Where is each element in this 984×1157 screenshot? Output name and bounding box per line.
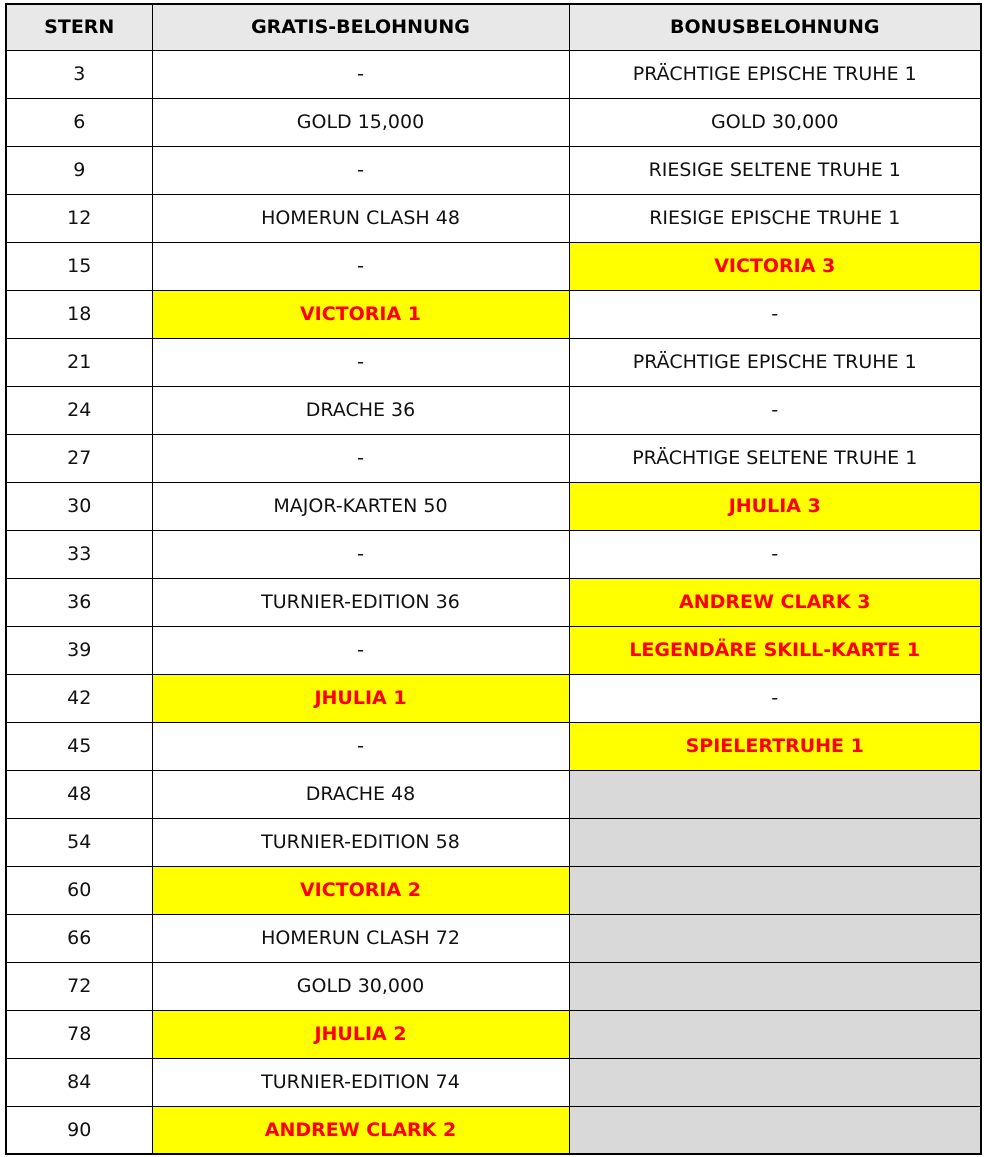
table-row — [6, 98, 981, 146]
star-cell: 39 — [6, 626, 152, 674]
reward-body — [6, 50, 981, 1154]
star-cell: 9 — [6, 146, 152, 194]
free-reward-cell: TURNIER-EDITION 36 — [152, 578, 569, 626]
free-reward-cell: GOLD 30,000 — [152, 962, 569, 1010]
bonus-reward-cell: SPIELERTRUHE 1 — [569, 722, 981, 770]
table-row — [6, 434, 981, 482]
free-reward-cell: - — [152, 722, 569, 770]
bonus-reward-empty-cell — [569, 818, 981, 866]
star-cell: 60 — [6, 866, 152, 914]
bonus-reward-cell: ANDREW CLARK 3 — [569, 578, 981, 626]
bonus-reward-cell: RIESIGE EPISCHE TRUHE 1 — [569, 194, 981, 242]
header-bonus-reward: BONUSBELOHNUNG — [569, 4, 981, 50]
table-row — [6, 962, 981, 1010]
table-row — [6, 674, 981, 722]
free-reward-cell: VICTORIA 1 — [152, 290, 569, 338]
star-cell: 66 — [6, 914, 152, 962]
free-reward-cell: JHULIA 2 — [152, 1010, 569, 1058]
table-row — [6, 722, 981, 770]
table-row — [6, 1106, 981, 1154]
free-reward-cell: HOMERUN CLASH 72 — [152, 914, 569, 962]
table-row — [6, 194, 981, 242]
bonus-reward-cell: JHULIA 3 — [569, 482, 981, 530]
star-cell: 36 — [6, 578, 152, 626]
table-row — [6, 482, 981, 530]
bonus-reward-cell: - — [569, 386, 981, 434]
free-reward-cell: - — [152, 338, 569, 386]
bonus-reward-cell: PRÄCHTIGE EPISCHE TRUHE 1 — [569, 338, 981, 386]
star-cell: 42 — [6, 674, 152, 722]
reward-table — [5, 3, 982, 1155]
free-reward-cell: TURNIER-EDITION 58 — [152, 818, 569, 866]
header-free-reward: GRATIS-BELOHNUNG — [152, 4, 569, 50]
table-row — [6, 290, 981, 338]
star-cell: 12 — [6, 194, 152, 242]
star-cell: 45 — [6, 722, 152, 770]
free-reward-cell: HOMERUN CLASH 48 — [152, 194, 569, 242]
table-row — [6, 242, 981, 290]
star-cell: 3 — [6, 50, 152, 98]
table-row — [6, 530, 981, 578]
free-reward-cell: - — [152, 242, 569, 290]
star-cell: 21 — [6, 338, 152, 386]
bonus-reward-cell: LEGENDÄRE SKILL-KARTE 1 — [569, 626, 981, 674]
table-row — [6, 338, 981, 386]
free-reward-cell: DRACHE 48 — [152, 770, 569, 818]
bonus-reward-cell: GOLD 30,000 — [569, 98, 981, 146]
bonus-reward-empty-cell — [569, 770, 981, 818]
header-row — [6, 4, 981, 50]
star-cell: 48 — [6, 770, 152, 818]
table-row — [6, 818, 981, 866]
free-reward-cell: ANDREW CLARK 2 — [152, 1106, 569, 1154]
bonus-reward-empty-cell — [569, 1010, 981, 1058]
star-cell: 54 — [6, 818, 152, 866]
table-row — [6, 578, 981, 626]
bonus-reward-empty-cell — [569, 1058, 981, 1106]
star-cell: 6 — [6, 98, 152, 146]
star-cell: 90 — [6, 1106, 152, 1154]
bonus-reward-empty-cell — [569, 914, 981, 962]
free-reward-cell: - — [152, 146, 569, 194]
table-row — [6, 50, 981, 98]
table-row — [6, 914, 981, 962]
table-row — [6, 146, 981, 194]
table-row — [6, 1058, 981, 1106]
table-row — [6, 770, 981, 818]
bonus-reward-cell: PRÄCHTIGE SELTENE TRUHE 1 — [569, 434, 981, 482]
free-reward-cell: VICTORIA 2 — [152, 866, 569, 914]
bonus-reward-cell: - — [569, 674, 981, 722]
bonus-reward-empty-cell — [569, 866, 981, 914]
header-star: STERN — [6, 4, 152, 50]
table-row — [6, 386, 981, 434]
bonus-reward-cell: - — [569, 290, 981, 338]
free-reward-cell: - — [152, 434, 569, 482]
bonus-reward-cell: RIESIGE SELTENE TRUHE 1 — [569, 146, 981, 194]
star-cell: 18 — [6, 290, 152, 338]
star-cell: 24 — [6, 386, 152, 434]
free-reward-cell: DRACHE 36 — [152, 386, 569, 434]
star-cell: 33 — [6, 530, 152, 578]
star-cell: 30 — [6, 482, 152, 530]
star-cell: 27 — [6, 434, 152, 482]
bonus-reward-cell: PRÄCHTIGE EPISCHE TRUHE 1 — [569, 50, 981, 98]
free-reward-cell: - — [152, 530, 569, 578]
bonus-reward-cell: - — [569, 530, 981, 578]
star-cell: 72 — [6, 962, 152, 1010]
bonus-reward-empty-cell — [569, 962, 981, 1010]
table-row — [6, 1010, 981, 1058]
star-cell: 84 — [6, 1058, 152, 1106]
bonus-reward-empty-cell — [569, 1106, 981, 1154]
table-row — [6, 626, 981, 674]
star-cell: 78 — [6, 1010, 152, 1058]
star-cell: 15 — [6, 242, 152, 290]
table-row — [6, 866, 981, 914]
bonus-reward-cell: VICTORIA 3 — [569, 242, 981, 290]
free-reward-cell: JHULIA 1 — [152, 674, 569, 722]
free-reward-cell: - — [152, 50, 569, 98]
free-reward-cell: MAJOR-KARTEN 50 — [152, 482, 569, 530]
free-reward-cell: - — [152, 626, 569, 674]
free-reward-cell: GOLD 15,000 — [152, 98, 569, 146]
free-reward-cell: TURNIER-EDITION 74 — [152, 1058, 569, 1106]
